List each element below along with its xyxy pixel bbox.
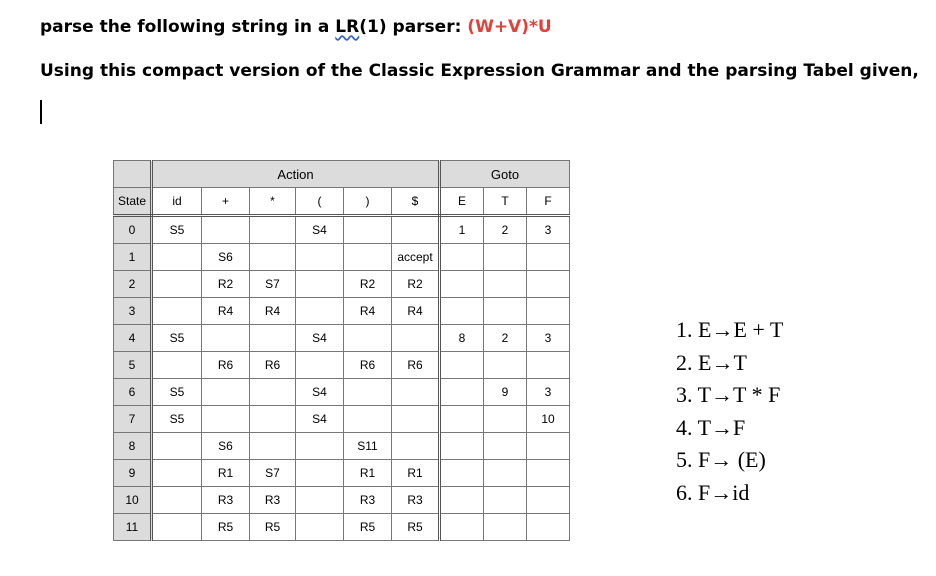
table-cell: R6	[202, 352, 250, 379]
table-cell: 3	[527, 325, 570, 352]
table-cell: R4	[392, 298, 440, 325]
grammar-rule-1: 1. E→E + T	[676, 317, 784, 342]
table-row	[114, 406, 570, 433]
table-cell	[250, 244, 296, 271]
table-cell	[202, 379, 250, 406]
table-cell	[527, 514, 570, 541]
table-cell: S4	[296, 216, 344, 244]
table-row	[114, 487, 570, 514]
table-cell	[296, 298, 344, 325]
table-cell: 3	[527, 216, 570, 244]
table-cell	[440, 406, 484, 433]
table-cell: 2	[484, 325, 527, 352]
table-cell: S6	[202, 244, 250, 271]
grammar-rule-5: 5. F→ (E)	[676, 447, 766, 472]
table-cell	[484, 352, 527, 379]
column-header-E: E	[440, 188, 484, 216]
table-cell	[296, 514, 344, 541]
table-cell	[152, 298, 202, 325]
table-cell: R2	[344, 271, 392, 298]
table-cell: R4	[202, 298, 250, 325]
table-cell: S4	[296, 325, 344, 352]
input-string: (W+V)*U	[467, 17, 552, 37]
table-cell	[250, 216, 296, 244]
state-cell: 11	[114, 514, 152, 541]
table-cell: R3	[392, 487, 440, 514]
action-header: Action	[152, 161, 440, 188]
table-row	[114, 244, 570, 271]
table-cell	[440, 433, 484, 460]
table-cell: R1	[392, 460, 440, 487]
table-cell	[484, 487, 527, 514]
table-cell: 3	[527, 379, 570, 406]
table-cell	[527, 433, 570, 460]
table-row	[114, 433, 570, 460]
state-cell: 6	[114, 379, 152, 406]
text-cursor[interactable]	[40, 100, 42, 124]
table-cell	[392, 379, 440, 406]
table-cell	[527, 244, 570, 271]
state-cell: 5	[114, 352, 152, 379]
grammar-rule-2: 2. E→T	[676, 349, 747, 375]
table-cell	[440, 379, 484, 406]
table-cell: R6	[392, 352, 440, 379]
table-cell	[527, 487, 570, 514]
state-cell: 3	[114, 298, 152, 325]
table-cell: R5	[250, 514, 296, 541]
table-cell	[344, 216, 392, 244]
table-cell	[527, 271, 570, 298]
table-cell	[392, 406, 440, 433]
table-row	[114, 325, 570, 352]
state-cell: 0	[114, 216, 152, 244]
table-cell: R5	[202, 514, 250, 541]
table-cell	[250, 379, 296, 406]
state-cell: 8	[114, 433, 152, 460]
table-cell	[484, 460, 527, 487]
table-cell: 1	[440, 216, 484, 244]
state-cell: 7	[114, 406, 152, 433]
table-cell: S6	[202, 433, 250, 460]
table-cell	[440, 244, 484, 271]
table-row	[114, 352, 570, 379]
table-cell	[484, 244, 527, 271]
blank-header-cell	[114, 161, 152, 188]
table-cell: R2	[392, 271, 440, 298]
table-cell	[296, 352, 344, 379]
table-cell	[344, 406, 392, 433]
table-cell	[527, 352, 570, 379]
table-cell	[392, 325, 440, 352]
table-row	[114, 379, 570, 406]
column-header-id: id	[152, 188, 202, 216]
table-cell	[202, 325, 250, 352]
table-cell	[484, 406, 527, 433]
table-cell: 2	[484, 216, 527, 244]
table-cell: R2	[202, 271, 250, 298]
table-cell: S4	[296, 379, 344, 406]
table-cell: R1	[344, 460, 392, 487]
table-cell	[527, 460, 570, 487]
table-row	[114, 298, 570, 325]
grammar-rule-4: 4. T→F	[676, 414, 746, 440]
table-cell	[440, 352, 484, 379]
column-header-row	[114, 188, 570, 216]
table-cell	[440, 298, 484, 325]
table-cell	[152, 487, 202, 514]
table-cell: R1	[202, 460, 250, 487]
state-cell: 9	[114, 460, 152, 487]
question-mid: (1) parser:	[359, 17, 468, 37]
table-cell: S11	[344, 433, 392, 460]
table-cell: R5	[392, 514, 440, 541]
table-cell: S5	[152, 216, 202, 244]
table-cell: R4	[344, 298, 392, 325]
table-cell	[152, 271, 202, 298]
table-cell: S5	[152, 325, 202, 352]
table-cell	[296, 271, 344, 298]
table-cell	[152, 244, 202, 271]
table-cell: S4	[296, 406, 344, 433]
table-cell	[250, 433, 296, 460]
table-cell	[344, 244, 392, 271]
table-cell: S5	[152, 379, 202, 406]
table-cell	[527, 298, 570, 325]
grammar-rule-3: 3. T→T * F	[676, 382, 781, 407]
table-cell: S5	[152, 406, 202, 433]
table-cell	[344, 379, 392, 406]
table-cell	[440, 514, 484, 541]
table-cell	[440, 460, 484, 487]
table-row	[114, 514, 570, 541]
table-cell: accept	[392, 244, 440, 271]
table-cell	[296, 460, 344, 487]
table-cell	[484, 271, 527, 298]
group-header-row	[114, 161, 570, 188]
column-header-F: F	[527, 188, 570, 216]
table-cell	[152, 433, 202, 460]
table-row	[114, 271, 570, 298]
table-body	[114, 216, 570, 541]
table-cell	[484, 298, 527, 325]
table-cell: R4	[250, 298, 296, 325]
table-cell: R3	[250, 487, 296, 514]
column-header-rparen: )	[344, 188, 392, 216]
lr-misspelled-word: LR	[335, 17, 360, 37]
state-cell: 4	[114, 325, 152, 352]
table-cell: R5	[344, 514, 392, 541]
table-cell	[296, 487, 344, 514]
question-line-1	[40, 17, 552, 37]
grammar-rules	[676, 314, 783, 509]
question-line-2: Using this compact version of the Classic Expression Grammar and the parsing Tabel given,	[40, 61, 919, 81]
column-header-plus: +	[202, 188, 250, 216]
state-cell: 10	[114, 487, 152, 514]
table-cell	[250, 406, 296, 433]
table-cell: S7	[250, 460, 296, 487]
grammar-rule-6: 6. F→id	[676, 479, 750, 505]
table-cell	[152, 352, 202, 379]
table-cell	[440, 271, 484, 298]
table-cell	[344, 325, 392, 352]
column-header-T: T	[484, 188, 527, 216]
table-cell: 8	[440, 325, 484, 352]
state-cell: 1	[114, 244, 152, 271]
column-header-star: *	[250, 188, 296, 216]
table-cell: S7	[250, 271, 296, 298]
column-header-state: State	[114, 188, 152, 216]
lr1-parsing-table	[113, 160, 570, 541]
table-cell	[440, 487, 484, 514]
table-cell	[392, 433, 440, 460]
table-row	[114, 460, 570, 487]
column-header-dollar: $	[392, 188, 440, 216]
table-cell: R6	[344, 352, 392, 379]
table-cell	[202, 406, 250, 433]
state-cell: 2	[114, 271, 152, 298]
table-row	[114, 216, 570, 244]
table-cell	[484, 514, 527, 541]
table-cell: R6	[250, 352, 296, 379]
goto-header: Goto	[440, 161, 570, 188]
table-cell	[152, 460, 202, 487]
table-cell	[392, 216, 440, 244]
table-cell: 9	[484, 379, 527, 406]
table-cell: R3	[344, 487, 392, 514]
question-prefix: parse the following string in a	[40, 17, 336, 37]
table-cell: 10	[527, 406, 570, 433]
table-cell	[152, 514, 202, 541]
table-cell: R3	[202, 487, 250, 514]
table-cell	[202, 216, 250, 244]
table-cell	[296, 244, 344, 271]
table-cell	[484, 433, 527, 460]
table-cell	[250, 325, 296, 352]
table-cell	[296, 433, 344, 460]
column-header-lparen: (	[296, 188, 344, 216]
